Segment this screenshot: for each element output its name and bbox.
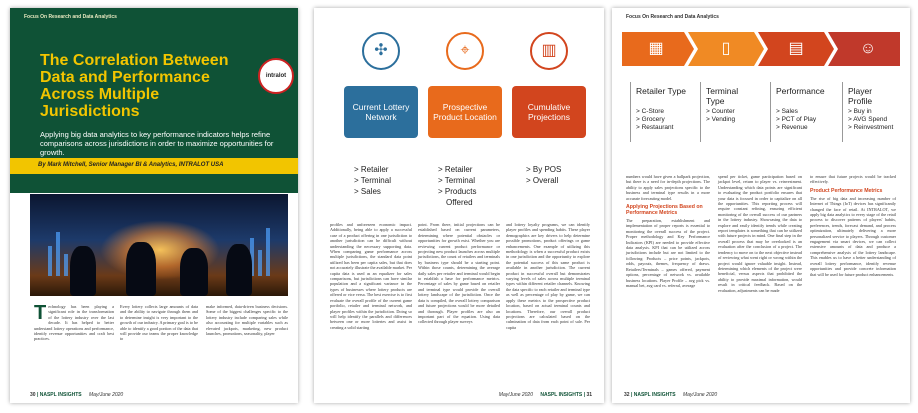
items-performance: > Sales > PCT of Play > Revenue [776, 108, 817, 131]
step-current-bullets: > Retailer > Terminal > Sales [354, 165, 391, 196]
step-prospective-bullets: > Retailer > Terminal > Products Offered [438, 165, 477, 207]
body-column-2: Every lottery collects large amounts of data and the ability to navigate through them and to determine insight is very important to the growth of our industry. A primary goal is to be able to identify a good portion of the data that will provide our teams the proper knowledge to [120, 304, 198, 342]
items-terminal-type: > Counter > Vending [706, 108, 736, 123]
running-header: Focus On Research and Data Analytics [626, 14, 719, 20]
items-retailer-type: > C-Store > Grocery > Restaurant [636, 108, 674, 131]
label-player-profile: Player Profile [848, 86, 873, 106]
page-footer: May/June 2020 NASPL INSIGHTS | 31 [498, 392, 592, 398]
label-terminal-type: Terminal Type [706, 86, 739, 106]
label-retailer-type: Retailer Type [636, 86, 686, 96]
chart-icon: ▥ [530, 32, 568, 70]
body-column-3: make informed, data-driven business decisions. Some of the biggest challenges specific to the lottery industry include comparing sales while also accounting for multiple variables such as elevated jackpots, marketing, new product launches, promotions, seasonality, player [206, 304, 288, 337]
byline: By Mark Mitchell, Senior Manager BI & Analytics, INTRALOT USA [38, 162, 224, 168]
body-column-2: point. From there, initial projections can be established based on current parameters, determining where potential obstacles or opportunities for growth exist. Whether you are reviewing current product performance or projecting new product launches across multiple jurisdictions, the count of retailers and terminals by business type should be a starting point. Within those counts, determining the average daily sales per retailer and terminal would begin to establish a base for performance metrics. Percentage of sales by game based on retailer and terminal type would provide the overall lottery landscape of the jurisdiction. Once the data is compiled, the overall lottery comparison and future projections would be more detailed and thorough. Player profiles are also an important part of the equation. Using data collected through player surveys [418, 222, 500, 325]
body-column-1: profiles and unforeseen economic impact. Additionally, being able to apply a successful case of a product offering in one jurisdiction to another jurisdiction can be difficult without understanding the necessary supporting data. When comparing game performance across multiple jurisdictions, the standard data point utilized has been per capita sales, but that does not accurately illustrate the available market. Per capita data is used as an equalizer for sales comparisons, but jurisdictions can have similar population and a significant variance in the types of businesses where lottery products are offered or vice versa. The best exercise is to first evaluate the overall profile of the current game portfolio, retailer and terminal network, and player profiles within the jurisdiction. Doing so will help identify the parallels and differences between one or more lotteries and assist in creating a solid starting [330, 222, 412, 330]
step-prospective-location: Prospective Product Location [428, 86, 502, 138]
body-column-3: and lottery loyalty programs, we can identify player profiles and spending habits. These player demographics are key drivers to help determine possible promotions, product offerings or game enhancements. One example of utilizing this methodology is when a successful product exists in one jurisdiction and the opportunity to explore the potential success of this same product is available in another jurisdiction. The current product in successful overall but demonstrates varying levels of sales across multiple terminal types within different retailer channels. Knowing the data specific to each retailer and terminal type as well as percentage of play by game, we can apply these metrics to the prospective product location, based on actual terminal counts and locations. Therefore, our overall product projections are calculated based on the culmination of data from each point of sale. Per capita [506, 222, 590, 330]
body-column-3: to ensure that future projects would be tracked effectively. Product Performance Metrics The rise of big data and increasing number of Internet of Things (IoT) devices has significantly changed the face of retail. At INTRALOT, we apply big data analytics to every stage of the retail process to discover patterns of players' habits, preferences, trends, forecast demand, and process optimization, ultimately delivering a more personalized service to players. Through customer engagement via smart devices, we can collect extensive amounts of data and produce a comprehensive analysis of the lottery landscape. This enables us to have a better understanding of overall lottery performance, identify revenue opportunities and provide concrete information that will be used for future product enhancements. [810, 174, 896, 277]
stats-icon: ▤ [788, 40, 804, 57]
items-player-profile: > Buy in > AVG Spend > Reinvestment [848, 108, 894, 131]
subhead-projections: Applying Projections Based on Performance Metrics [626, 204, 703, 217]
network-icon: ✣ [362, 32, 400, 70]
page-middle [314, 8, 604, 403]
location-icon: ⌖ [446, 32, 484, 70]
page-footer: 30 | NASPL INSIGHTS May/June 2020 [30, 392, 124, 398]
page-footer: 32 | NASPL INSIGHTS May/June 2020 [624, 392, 718, 398]
byline-bar [10, 158, 298, 174]
article-title: The Correlation Between Data and Performance Across Multiple Jurisdictions [40, 52, 229, 120]
step-cumulative-bullets: > By POS > Overall [526, 165, 562, 185]
subhead-product-metrics: Product Performance Metrics [810, 187, 883, 194]
hero-photo [30, 194, 288, 296]
step-cumulative-projections: Cumulative Projections [512, 86, 586, 138]
body-column-1: numbers would have given a ballpark projection, but there is a need for in-depth projections. The ability to apply sales projections specific to the business and terminal type results in a more accurate forecasting model. Applying Projections Based on Performance Metrics The preparation, establishment and implementation of proper reports is essential to monitoring the overall success of the project. Proper methodology and Key Performance Indicators (KPI) are needed to provide effective data analysis. KPI that can be utilized across jurisdictions include but are not limited to the following: Products – price points, jackpots, odds, payouts, themes, frequency of draws. Retailers/Terminals – games offered, payment options, percentage of network vs. available business locations. Player Profile – avg pick vs. manual bet, avg card vs. referral, average [626, 174, 710, 288]
page-right [612, 8, 910, 403]
article-deck: Applying big data analytics to key performance indicators helps refine comparisons across jurisdictions in order to maximize opportunities for growth. [40, 130, 274, 157]
drop-cap: T [34, 302, 47, 324]
intralot-logo: intralot [258, 58, 294, 94]
label-performance: Performance [776, 86, 825, 96]
body-column-2: spend per ticket, game participation based on jackpot level, return to player vs. reinvestment. Understanding which data points are significant to evaluating the product portfolio ensures that your data is focused in order to capitalize on all the opportunities. This reporting process will require constant refining, ensuring efficient monitoring of the overall success of our partners in the lottery industry. Showcasing the data to explore and easily identify trends while creating report templates is something that can be utilized with future projects in mind. One final step in the overall process that may be overlooked is an evaluation after the conclusion of a project. The tendency to move on to the next objective instead of reviewing what went right or wrong within the project would ignore valuable insight. Instead, determining which elements of the project were beneficial, versus aspects that prohibited the ability to provide maximal information, would result in critical feedback. Based on the evaluation, adjustments can be made [718, 174, 802, 293]
building-icon: ▦ [648, 40, 664, 57]
running-header: Focus On Research and Data Analytics [24, 14, 117, 20]
step-current-network: Current Lottery Network [344, 86, 418, 138]
phone-icon: ▯ [721, 40, 731, 57]
page-left [10, 8, 298, 403]
user-icon: ☺ [859, 40, 877, 57]
body-column-1: T echnology has been playing a significant role in the transformation of the lottery industry over the last decade. It has helped to better understand lottery operations and performance, identify revenue opportunities and craft best practices. [34, 302, 114, 342]
